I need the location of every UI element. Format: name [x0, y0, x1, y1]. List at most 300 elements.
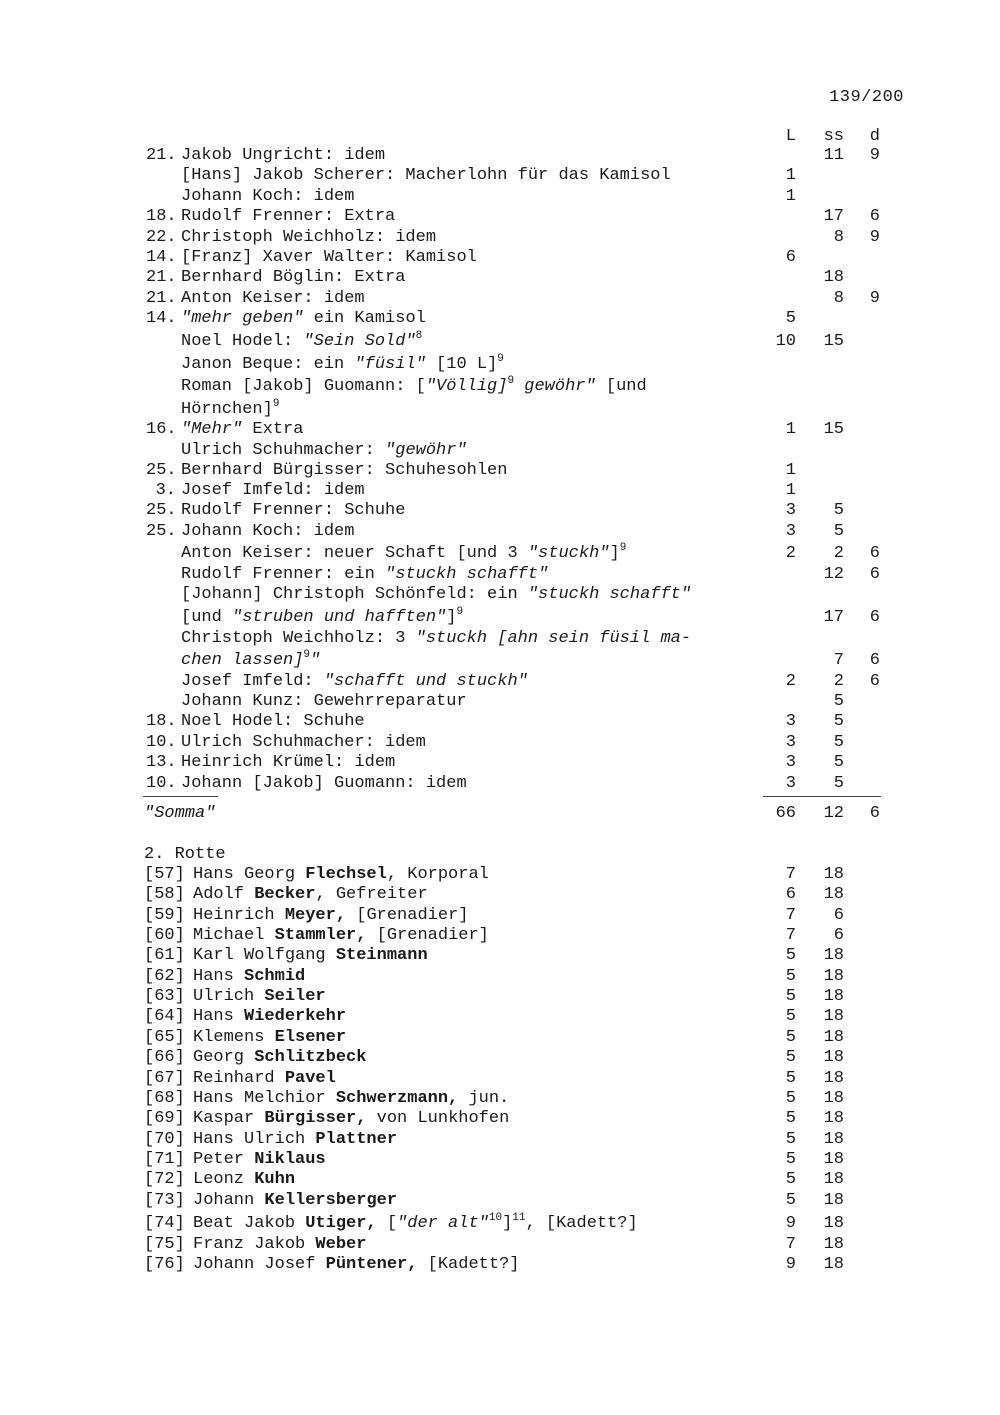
member-first-name: Hans Melchior	[193, 1089, 336, 1108]
member-first-name: Hans	[193, 967, 245, 986]
ledger-row	[0, 460, 1000, 482]
member-name	[193, 1006, 346, 1028]
row-text: Heinrich Krümel: idem	[181, 753, 396, 772]
member-first-name: Beat Jakob	[193, 1214, 306, 1233]
member-name	[193, 1068, 336, 1090]
row-ss: 2	[833, 672, 844, 691]
rotte-member-row	[0, 1068, 1000, 1090]
member-l: 5	[785, 1170, 796, 1189]
row-italic: "füsil"	[354, 355, 426, 374]
member-last-name: Pavel	[284, 1069, 336, 1088]
rotte-member-row	[0, 1027, 1000, 1049]
footnote-ref: 10	[488, 1212, 503, 1224]
member-ss: 18	[823, 1089, 844, 1108]
member-name	[193, 864, 489, 886]
row-text: Christoph Weichholz: idem	[181, 228, 437, 247]
sum-ss: 12	[823, 804, 844, 823]
member-ss: 18	[823, 1255, 844, 1274]
row-text-pre: [Johann] Christoph Schönfeld: ein	[181, 585, 528, 604]
member-ss: 6	[833, 906, 844, 925]
row-italic: "stuckh [ahn sein füsil ma-	[415, 629, 692, 648]
member-l: 5	[785, 1028, 796, 1047]
row-text-pre: [und	[181, 608, 233, 627]
member-ss: 18	[823, 865, 844, 884]
member-number: [64]	[144, 1007, 185, 1026]
footnote-ref: 9	[272, 398, 280, 410]
member-last-name: Plattner	[315, 1130, 398, 1149]
member-ss: 18	[823, 1170, 844, 1189]
rotte-member-row	[0, 1149, 1000, 1171]
member-name	[193, 1190, 397, 1212]
row-l: 1	[785, 461, 796, 480]
ledger-row	[0, 145, 1000, 167]
member-number: [67]	[144, 1069, 185, 1088]
member-suffix: [	[376, 1214, 398, 1233]
member-number: [75]	[144, 1235, 185, 1254]
member-ss: 6	[833, 926, 844, 945]
row-ss: 8	[833, 228, 844, 247]
member-suffix: ]	[502, 1214, 513, 1233]
row-text: Jakob Ungricht: idem	[181, 146, 386, 165]
footnote-ref: 9	[507, 375, 515, 387]
member-number: [59]	[144, 906, 185, 925]
row-d: 9	[869, 146, 880, 165]
ledger-row	[0, 186, 1000, 208]
member-number: [57]	[144, 865, 185, 884]
member-ss: 18	[823, 1007, 844, 1026]
row-italic: chen lassen]	[181, 651, 304, 670]
member-number: [68]	[144, 1089, 185, 1108]
row-italic: "struben und hafften"	[232, 608, 447, 627]
member-suffix: [Grenadier]	[346, 906, 469, 925]
column-header-d: d	[869, 127, 880, 146]
row-text: Johann Koch: idem	[181, 522, 355, 541]
row-text-post: [10 L]	[425, 355, 498, 374]
row-l: 3	[785, 712, 796, 731]
member-first-name: Hans Ulrich	[193, 1130, 316, 1149]
rotte-member-row	[0, 945, 1000, 967]
footnote-ref: 8	[415, 330, 423, 342]
ledger-row	[0, 440, 1000, 462]
row-text	[181, 584, 691, 606]
member-l: 6	[785, 885, 796, 904]
ledger-row	[0, 354, 1000, 376]
row-ss: 12	[823, 565, 844, 584]
row-d: 6	[869, 565, 880, 584]
member-ss: 18	[823, 1028, 844, 1047]
row-ss: 5	[833, 733, 844, 752]
row-day: 10.	[146, 733, 177, 752]
row-text-pre: Rudolf Frenner: ein	[181, 565, 386, 584]
ledger-row	[0, 206, 1000, 228]
member-suffix: , Korporal	[386, 865, 489, 884]
ledger-row	[0, 711, 1000, 733]
row-text: Rudolf Frenner: Extra	[181, 207, 396, 226]
member-name	[193, 1047, 366, 1069]
row-ss: 2	[833, 544, 844, 563]
row-day: 21.	[146, 289, 177, 308]
row-italic: "stuckh schafft"	[385, 565, 549, 584]
member-ss: 18	[823, 1109, 844, 1128]
row-day: 25.	[146, 522, 177, 541]
divider-line	[143, 796, 218, 797]
member-ss: 18	[823, 946, 844, 965]
row-ss: 5	[833, 692, 844, 711]
member-number: [63]	[144, 987, 185, 1006]
ledger-row	[0, 691, 1000, 713]
row-day: 25.	[146, 461, 177, 480]
row-text	[181, 628, 691, 650]
member-name	[193, 1169, 295, 1191]
member-l: 5	[785, 1191, 796, 1210]
member-suffix: , [Kadett?]	[525, 1214, 638, 1233]
row-ss: 17	[823, 207, 844, 226]
footnote-ref: 11	[512, 1212, 526, 1224]
row-ss: 8	[833, 289, 844, 308]
member-last-name: Meyer,	[284, 906, 347, 925]
member-last-name: Seiler	[264, 987, 326, 1006]
row-day: 14.	[146, 309, 177, 328]
member-name	[193, 884, 428, 906]
rotte-member-row	[0, 1169, 1000, 1191]
row-l: 10	[775, 332, 796, 351]
row-text-pre: Roman [Jakob] Guomann: [	[181, 377, 426, 396]
member-l: 5	[785, 1089, 796, 1108]
ledger-row	[0, 650, 1000, 672]
column-header-ss: ss	[823, 127, 844, 146]
section-title-row	[0, 844, 1000, 866]
member-ss: 18	[823, 1235, 844, 1254]
member-last-name: Steinmann	[335, 946, 428, 965]
row-ss: 15	[823, 332, 844, 351]
member-last-name: Schlitzbeck	[254, 1048, 367, 1067]
row-text-post: ]	[446, 608, 457, 627]
row-text	[181, 650, 320, 672]
sum-l: 66	[775, 804, 796, 823]
member-ss: 18	[823, 1191, 844, 1210]
member-last-name: Püntener,	[325, 1255, 418, 1274]
row-day: 3.	[155, 481, 176, 500]
member-first-name: Kaspar	[193, 1109, 265, 1128]
row-l: 2	[785, 544, 796, 563]
member-name	[193, 1027, 346, 1049]
footnote-ref: 9	[619, 542, 627, 554]
member-first-name: Hans Georg	[193, 865, 306, 884]
member-l: 5	[785, 987, 796, 1006]
row-text: Josef Imfeld: idem	[181, 481, 365, 500]
ledger-row	[0, 500, 1000, 522]
member-ss: 18	[823, 1048, 844, 1067]
member-last-name: Weber	[315, 1235, 367, 1254]
row-text-pre: Janon Beque: ein	[181, 355, 355, 374]
member-last-name: Utiger,	[305, 1214, 377, 1233]
row-text	[181, 671, 528, 693]
member-first-name: Georg	[193, 1048, 255, 1067]
member-l: 5	[785, 1069, 796, 1088]
member-l: 9	[785, 1214, 796, 1233]
section-title: 2. Rotte	[144, 845, 226, 864]
member-suffix: [Kadett?]	[417, 1255, 520, 1274]
row-text	[181, 440, 467, 462]
member-ss: 18	[823, 987, 844, 1006]
row-ss: 5	[833, 753, 844, 772]
member-l: 5	[785, 1048, 796, 1067]
member-number: [71]	[144, 1150, 185, 1169]
member-ss: 18	[823, 1150, 844, 1169]
member-ss: 18	[823, 967, 844, 986]
row-ss: 15	[823, 420, 844, 439]
row-ss: 18	[823, 268, 844, 287]
row-italic: gewöhr"	[514, 377, 596, 396]
member-name	[193, 1088, 509, 1110]
row-text: Johann Kunz: Gewehrreparatur	[181, 692, 467, 711]
member-l: 5	[785, 1109, 796, 1128]
member-first-name: Johann Josef	[193, 1255, 326, 1274]
ledger-row	[0, 732, 1000, 754]
row-text	[181, 376, 647, 398]
ledger-row	[0, 607, 1000, 629]
row-day: 16.	[146, 420, 177, 439]
member-l: 5	[785, 1007, 796, 1026]
row-l: 2	[785, 672, 796, 691]
row-italic: "mehr geben"	[181, 309, 304, 328]
rotte-member-row	[0, 905, 1000, 927]
ledger-row	[0, 165, 1000, 187]
ledger-row	[0, 671, 1000, 693]
ledger-row	[0, 543, 1000, 565]
row-text	[181, 399, 279, 421]
row-day: 13.	[146, 753, 177, 772]
row-text	[181, 607, 463, 629]
row-ss: 5	[833, 522, 844, 541]
rotte-member-row	[0, 1006, 1000, 1028]
member-last-name: Schwerzmann,	[335, 1089, 459, 1108]
row-ss: 7	[833, 651, 844, 670]
sum-divider-line	[763, 796, 881, 797]
row-text	[181, 419, 303, 441]
member-l: 7	[785, 1235, 796, 1254]
row-l: 6	[785, 248, 796, 267]
rotte-member-row	[0, 1190, 1000, 1212]
member-l: 5	[785, 1150, 796, 1169]
row-italic: "gewöhr"	[385, 441, 467, 460]
member-number: [70]	[144, 1130, 185, 1149]
member-italic: "der alt"	[397, 1214, 489, 1233]
row-text	[181, 543, 626, 565]
row-ss: 17	[823, 608, 844, 627]
row-l: 3	[785, 753, 796, 772]
member-name	[193, 945, 428, 967]
member-name	[193, 905, 468, 927]
row-ss: 5	[833, 774, 844, 793]
member-l: 5	[785, 946, 796, 965]
row-l: 5	[785, 309, 796, 328]
ledger-row	[0, 399, 1000, 421]
member-last-name: Becker	[254, 885, 316, 904]
rotte-member-row	[0, 1213, 1000, 1235]
member-number: [61]	[144, 946, 185, 965]
row-text-post: ]	[609, 544, 620, 563]
row-ss: 5	[833, 712, 844, 731]
row-day: 21.	[146, 146, 177, 165]
member-number: [65]	[144, 1028, 185, 1047]
row-l: 3	[785, 774, 796, 793]
footnote-ref: 9	[497, 353, 504, 365]
member-last-name: Elsener	[274, 1028, 347, 1047]
member-first-name: Adolf	[193, 885, 255, 904]
ledger-row	[0, 376, 1000, 398]
footnote-ref: 9	[303, 649, 311, 661]
row-text	[181, 354, 504, 376]
ledger-row	[0, 752, 1000, 774]
row-text-pre: Ulrich Schuhmacher:	[181, 441, 386, 460]
member-suffix: jun.	[458, 1089, 510, 1108]
row-italic: "stuckh"	[527, 544, 610, 563]
rotte-member-row	[0, 1047, 1000, 1069]
rotte-member-row	[0, 884, 1000, 906]
member-name	[193, 1129, 397, 1151]
member-suffix: von Lunkhofen	[366, 1109, 510, 1128]
member-l: 5	[785, 1130, 796, 1149]
row-day: 21.	[146, 268, 177, 287]
row-d: 6	[869, 207, 880, 226]
rotte-member-row	[0, 1234, 1000, 1256]
member-l: 7	[785, 906, 796, 925]
member-l: 9	[785, 1255, 796, 1274]
row-day: 25.	[146, 501, 177, 520]
sum-row	[0, 803, 1000, 825]
row-l: 1	[785, 481, 796, 500]
column-header-l: L	[785, 127, 796, 146]
member-name	[193, 1254, 519, 1276]
row-text: Ulrich Schuhmacher: idem	[181, 733, 426, 752]
rotte-member-row	[0, 925, 1000, 947]
member-l: 5	[785, 967, 796, 986]
row-text: Johann [Jakob] Guomann: idem	[181, 774, 467, 793]
ledger-row	[0, 628, 1000, 650]
member-first-name: Heinrich	[193, 906, 285, 925]
rotte-member-row	[0, 1254, 1000, 1276]
sum-d: 6	[869, 804, 880, 823]
member-name	[193, 925, 489, 947]
row-d: 9	[869, 228, 880, 247]
row-day: 22.	[146, 228, 177, 247]
member-number: [74]	[144, 1214, 185, 1233]
row-ss: 11	[823, 146, 844, 165]
sum-label: "Somma"	[144, 804, 216, 823]
row-text-pre: Christoph Weichholz: 3	[181, 629, 416, 648]
member-last-name: Schmid	[244, 967, 306, 986]
row-d: 6	[869, 544, 880, 563]
row-day: 14.	[146, 248, 177, 267]
row-text: Noel Hodel: Schuhe	[181, 712, 365, 731]
row-text	[181, 564, 548, 586]
row-text: [Franz] Xaver Walter: Kamisol	[181, 248, 477, 267]
ledger-row	[0, 419, 1000, 441]
member-name	[193, 966, 305, 988]
row-text: Rudolf Frenner: Schuhe	[181, 501, 406, 520]
member-first-name: Michael	[193, 926, 275, 945]
ledger-row	[0, 308, 1000, 330]
member-name	[193, 1149, 326, 1171]
member-ss: 18	[823, 1069, 844, 1088]
member-number: [62]	[144, 967, 185, 986]
rotte-member-row	[0, 1108, 1000, 1130]
row-text: [Hans] Jakob Scherer: Macherlohn für das Kamisol	[181, 166, 671, 185]
ledger-row	[0, 247, 1000, 269]
member-last-name: Stammler,	[274, 926, 367, 945]
row-text: Bernhard Böglin: Extra	[181, 268, 406, 287]
row-text-post: [und	[595, 377, 647, 396]
row-d: 6	[869, 608, 880, 627]
row-l: 3	[785, 522, 796, 541]
member-name	[193, 986, 326, 1008]
row-l: 3	[785, 501, 796, 520]
rotte-member-row	[0, 1088, 1000, 1110]
member-ss: 18	[823, 1214, 844, 1233]
row-l: 1	[785, 420, 796, 439]
member-number: [66]	[144, 1048, 185, 1067]
member-number: [58]	[144, 885, 185, 904]
ledger-row	[0, 773, 1000, 795]
member-last-name: Wiederkehr	[244, 1007, 347, 1026]
member-first-name: Franz Jakob	[193, 1235, 316, 1254]
member-l: 7	[785, 926, 796, 945]
row-d: 6	[869, 672, 880, 691]
rotte-member-row	[0, 864, 1000, 886]
member-ss: 18	[823, 885, 844, 904]
row-text-rest: ein Kamisol	[303, 309, 426, 328]
member-first-name: Ulrich	[193, 987, 265, 1006]
member-suffix: , Gefreiter	[315, 885, 428, 904]
member-last-name: Kuhn	[254, 1170, 296, 1189]
page-number: 139/200	[829, 88, 904, 107]
ledger-row	[0, 521, 1000, 543]
row-ss: 5	[833, 501, 844, 520]
member-number: [60]	[144, 926, 185, 945]
member-first-name: Johann	[193, 1191, 265, 1210]
member-first-name: Reinhard	[193, 1069, 285, 1088]
member-number: [73]	[144, 1191, 185, 1210]
row-text	[181, 331, 422, 353]
row-italic: "	[310, 651, 321, 670]
row-l: 1	[785, 187, 796, 206]
row-text	[181, 308, 426, 330]
member-first-name: Karl Wolfgang	[193, 946, 336, 965]
row-day: 18.	[146, 207, 177, 226]
member-last-name: Flechsel	[305, 865, 387, 884]
ledger-row	[0, 288, 1000, 310]
row-d: 6	[869, 651, 880, 670]
row-d: 9	[869, 289, 880, 308]
row-text-pre: Noel Hodel:	[181, 332, 304, 351]
row-day: 10.	[146, 774, 177, 793]
row-italic: "stuckh schafft"	[527, 585, 692, 604]
row-italic: "schafft und stuckh"	[323, 672, 528, 691]
member-last-name: Niklaus	[254, 1150, 326, 1169]
ledger-row	[0, 584, 1000, 606]
ledger-row	[0, 267, 1000, 289]
ledger-row	[0, 564, 1000, 586]
row-text-rest: Extra	[242, 420, 304, 439]
member-last-name: Bürgisser,	[264, 1109, 367, 1128]
member-l: 7	[785, 865, 796, 884]
member-name	[193, 1108, 509, 1130]
row-italic: "Sein Sold"	[303, 332, 416, 351]
row-text-pre: Josef Imfeld:	[181, 672, 324, 691]
row-text-cont: Hörnchen]	[181, 400, 273, 419]
member-number: [69]	[144, 1109, 185, 1128]
